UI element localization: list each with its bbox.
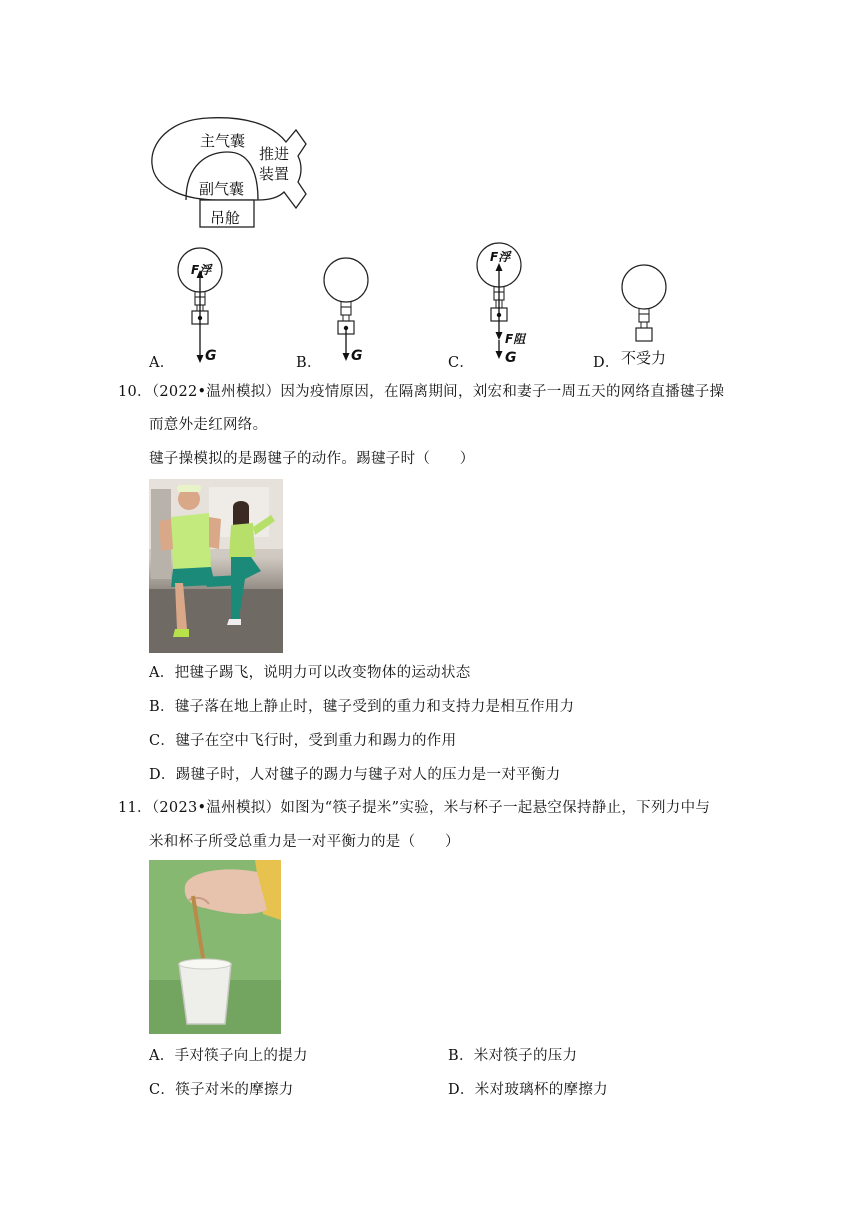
q10-option-c[interactable]: C．毽子在空中飞行时，受到重力和踢力的作用 [149,733,457,749]
q10-option-b[interactable]: B．毽子落在地上静止时，毽子受到的重力和支持力是相互作用力 [149,699,575,715]
q11-option-b[interactable]: B．米对筷子的压力 [448,1048,578,1064]
q10-option-d[interactable]: D．踢毽子时，人对毽子的踢力与毽子对人的压力是一对平衡力 [149,767,561,783]
q10-option-a[interactable]: A．把毽子踢飞，说明力可以改变物体的运动状态 [149,665,471,681]
propulsion-label-1: 推进 [259,145,290,163]
gravity-label-b: G [351,348,363,364]
no-force-caption-d: 不受力 [621,349,667,367]
option-letter-b: B． [296,355,322,371]
sub-bag-label: 副气囊 [199,180,245,198]
q10-stem-line3: 毽子操模拟的是踢毽子的动作。踢毽子时（ ） [149,451,475,467]
jianzi-exercise-photo [149,479,283,653]
q11-stem-line1: 11．（2023•温州模拟）如图为“筷子提米”实验，米与杯子一起悬空保持静止，下列力中与 [118,800,711,816]
gravity-label-c: G [505,350,517,366]
q11-option-d[interactable]: D．米对玻璃杯的摩擦力 [448,1082,608,1098]
option-letter-c: C． [448,355,475,371]
option-letter-a: A． [149,355,175,371]
q10-stem-line1: 10．（2022•温州模拟）因为疫情原因，在隔离期间，刘宏和妻子一周五天的网络直播毽子操 [118,384,725,400]
q11-option-c[interactable]: C．筷子对米的摩擦力 [149,1082,294,1098]
q11-option-a[interactable]: A．手对筷子向上的提力 [149,1048,308,1064]
propulsion-label-2: 装置 [259,165,290,183]
buoyancy-label-c: F浮 [490,250,511,264]
jianzi-photo-illustration [149,479,283,653]
main-bag-label: 主气囊 [200,132,246,150]
q10-stem-line2: 而意外走红网络。 [149,417,268,433]
buoyancy-label-a: F浮 [191,263,212,277]
gondola-label: 吊舱 [210,209,241,227]
option-letter-d: D． [593,355,620,371]
balloon-d-diagram [620,262,670,347]
drag-label-c: F阻 [505,332,526,346]
chopstick-photo-illustration [149,860,281,1034]
q11-stem-line2: 米和杯子所受总重力是一对平衡力的是（ ） [149,834,460,850]
gravity-label-a: G [205,348,217,364]
balloon-b-diagram [322,255,372,365]
chopstick-rice-photo [149,860,281,1034]
